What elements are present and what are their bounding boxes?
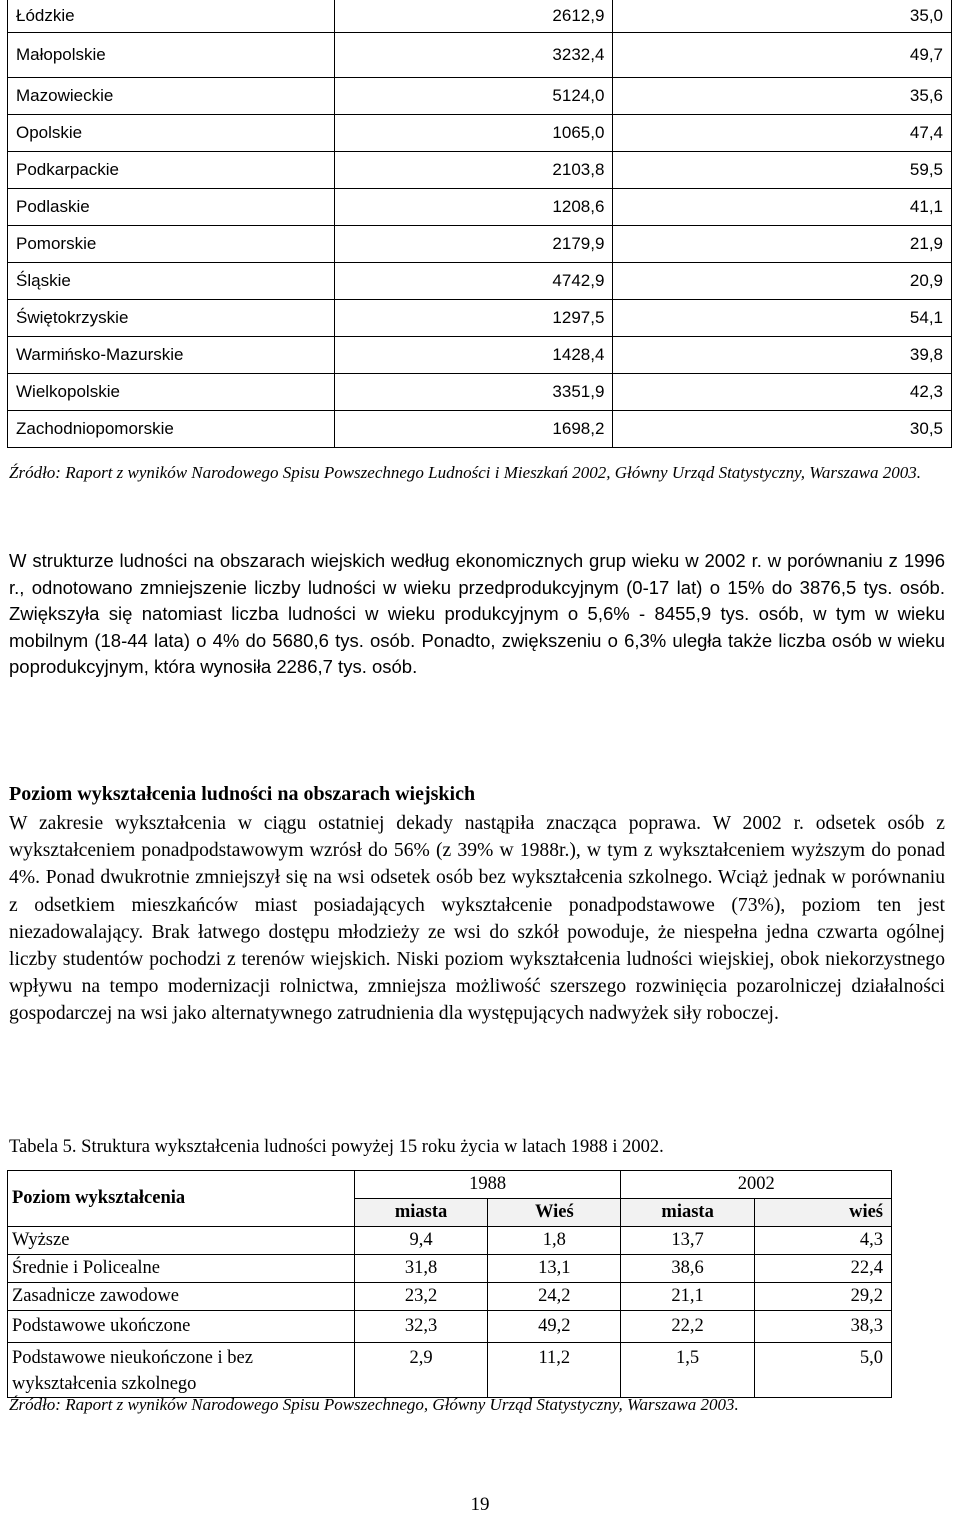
education-section-heading: Poziom wykształcenia ludności na obszarach wiejskich	[9, 783, 476, 805]
region-cell: Śląskie	[8, 263, 335, 300]
value-b-cell: 49,7	[613, 33, 952, 78]
value-b-cell: 54,1	[613, 300, 952, 337]
value-cell: 1,5	[621, 1343, 754, 1398]
table-row	[8, 300, 952, 337]
region-cell: Warmińsko-Mazurskie	[8, 337, 335, 374]
value-a-cell: 2103,8	[334, 152, 613, 189]
education-level-cell: Zasadnicze zawodowe	[8, 1283, 355, 1311]
value-cell: 11,2	[488, 1343, 621, 1398]
table-row	[8, 337, 952, 374]
value-cell: 21,1	[621, 1283, 754, 1311]
page-number: 19	[470, 1494, 490, 1515]
value-cell: 22,4	[754, 1255, 891, 1283]
table-row	[8, 115, 952, 152]
education-level-cell: Średnie i Policealne	[8, 1255, 355, 1283]
table-row	[8, 1343, 892, 1398]
region-cell: Łódzkie	[8, 0, 335, 33]
year-1988-header: 1988	[354, 1171, 621, 1199]
regions-table	[7, 0, 952, 448]
education-level-header: Poziom wykształcenia	[8, 1171, 355, 1227]
table5-source-note: Źródło: Raport z wyników Narodowego Spisu Powszechnego, Główny Urząd Statystyczny, Warszawa 2003.	[9, 1395, 739, 1414]
value-cell: 4,3	[754, 1227, 891, 1255]
value-cell: 9,4	[354, 1227, 487, 1255]
value-b-cell: 42,3	[613, 374, 952, 411]
value-b-cell: 35,0	[613, 0, 952, 33]
value-cell: 32,3	[354, 1311, 487, 1343]
table1-source-note: Źródło: Raport z wyników Narodowego Spisu Powszechnego Ludności i Mieszkań 2002, Główny Urząd Statystyczny, Warszawa 2003.	[9, 463, 922, 482]
table-row	[8, 189, 952, 226]
region-cell: Opolskie	[8, 115, 335, 152]
region-cell: Świętokrzyskie	[8, 300, 335, 337]
year-2002-header: 2002	[621, 1171, 892, 1199]
table-row	[8, 1283, 892, 1311]
value-cell: 23,2	[354, 1283, 487, 1311]
value-b-cell: 21,9	[613, 226, 952, 263]
table-row	[8, 226, 952, 263]
subheader-2002-cities: miasta	[621, 1199, 754, 1227]
table-row	[8, 411, 952, 448]
region-cell: Podkarpackie	[8, 152, 335, 189]
table-row	[8, 33, 952, 78]
value-b-cell: 35,6	[613, 78, 952, 115]
value-cell: 49,2	[488, 1311, 621, 1343]
value-cell: 13,1	[488, 1255, 621, 1283]
region-cell: Małopolskie	[8, 33, 335, 78]
value-cell: 29,2	[754, 1283, 891, 1311]
value-a-cell: 1065,0	[334, 115, 613, 152]
education-level-cell: Wyższe	[8, 1227, 355, 1255]
value-a-cell: 5124,0	[334, 78, 613, 115]
value-a-cell: 1698,2	[334, 411, 613, 448]
subheader-2002-village: wieś	[754, 1199, 891, 1227]
value-cell: 22,2	[621, 1311, 754, 1343]
value-b-cell: 20,9	[613, 263, 952, 300]
region-cell: Wielkopolskie	[8, 374, 335, 411]
value-cell: 38,3	[754, 1311, 891, 1343]
table-row	[8, 1311, 892, 1343]
value-b-cell: 59,5	[613, 152, 952, 189]
table-row	[8, 152, 952, 189]
subheader-1988-cities: miasta	[354, 1199, 487, 1227]
region-cell: Mazowieckie	[8, 78, 335, 115]
table-row	[8, 1255, 892, 1283]
value-b-cell: 47,4	[613, 115, 952, 152]
value-cell: 1,8	[488, 1227, 621, 1255]
table-row	[8, 263, 952, 300]
value-a-cell: 2179,9	[334, 226, 613, 263]
table-row	[8, 1227, 892, 1255]
value-cell: 31,8	[354, 1255, 487, 1283]
age-structure-paragraph: W strukturze ludności na obszarach wiejskich według ekonomicznych grup wieku w 2002 r. w porównaniu z 1996 r., odnotowano zmniejszenie liczby ludności w wieku przedprodukcyjnym (0-17 lat) o 15% do 3876,5 tys. osób. Zwiększyła się natomiast liczba ludności w wieku produkcyjnym o 5,6% - 8455,9 tys. osób, w tym w wieku mobilnym (18-44 lata) o 4% do 5680,6 tys. osób. Ponadto, zwiększeniu o 6,3% uległa także liczba osób w wieku poprodukcyjnym, która wynosiła 2286,7 tys. osób.	[9, 550, 945, 678]
value-cell: 13,7	[621, 1227, 754, 1255]
table-row	[8, 0, 952, 33]
education-section-body: W zakresie wykształcenia w ciągu ostatniej dekady nastąpiła znacząca poprawa. W 2002 r. odsetek osób z wykształceniem ponadpodstawowym wzrósł do 56% (z 39% w 1988r.), w tym z wykształceniem wyższym do ponad 4%. Ponad dwukrotnie zmniejszył się na wsi odsetek osób bez wykształcenia szkolnego. Wciąż jednak w porównaniu z odsetkiem mieszkańców miast posiadających wykształcenie ponadpodstawowe (73%), poziom ten jest niezadowalający. Brak łatwego dostępu młodzieży ze wsi do szkół powoduje, że niespełna jedna czwarta ogólnej liczby studentów pochodzi z terenów wiejskich. Niski poziom wykształcenia ludności wiejskiej, obok niekorzystnego wpływu na tempo modernizacji rolnictwa, zmniejsza możliwość szerszego rozwinięcia pozarolniczej działalności gospodarczej na wsi jako alternatywnego zatrudnienia dla występujących nadwyżek siły roboczej.	[9, 813, 945, 1025]
table-row	[8, 78, 952, 115]
region-cell: Zachodniopomorskie	[8, 411, 335, 448]
education-level-cell: Podstawowe ukończone	[8, 1311, 355, 1343]
value-a-cell: 2612,9	[334, 0, 613, 33]
subheader-1988-village: Wieś	[488, 1199, 621, 1227]
table5-caption: Tabela 5. Struktura wykształcenia ludności powyżej 15 roku życia w latach 1988 i 2002.	[9, 1137, 664, 1157]
value-cell: 24,2	[488, 1283, 621, 1311]
table-row	[8, 374, 952, 411]
value-cell: 38,6	[621, 1255, 754, 1283]
value-a-cell: 1208,6	[334, 189, 613, 226]
region-cell: Podlaskie	[8, 189, 335, 226]
education-structure-table	[7, 1170, 892, 1398]
value-a-cell: 3351,9	[334, 374, 613, 411]
value-cell: 5,0	[754, 1343, 891, 1398]
value-b-cell: 41,1	[613, 189, 952, 226]
value-b-cell: 39,8	[613, 337, 952, 374]
value-a-cell: 3232,4	[334, 33, 613, 78]
value-a-cell: 1428,4	[334, 337, 613, 374]
education-level-cell: Podstawowe nieukończone i bez wykształcenia szkolnego	[8, 1343, 355, 1398]
value-a-cell: 4742,9	[334, 263, 613, 300]
value-a-cell: 1297,5	[334, 300, 613, 337]
table-header-row	[8, 1171, 892, 1199]
value-cell: 2,9	[354, 1343, 487, 1398]
value-b-cell: 30,5	[613, 411, 952, 448]
region-cell: Pomorskie	[8, 226, 335, 263]
